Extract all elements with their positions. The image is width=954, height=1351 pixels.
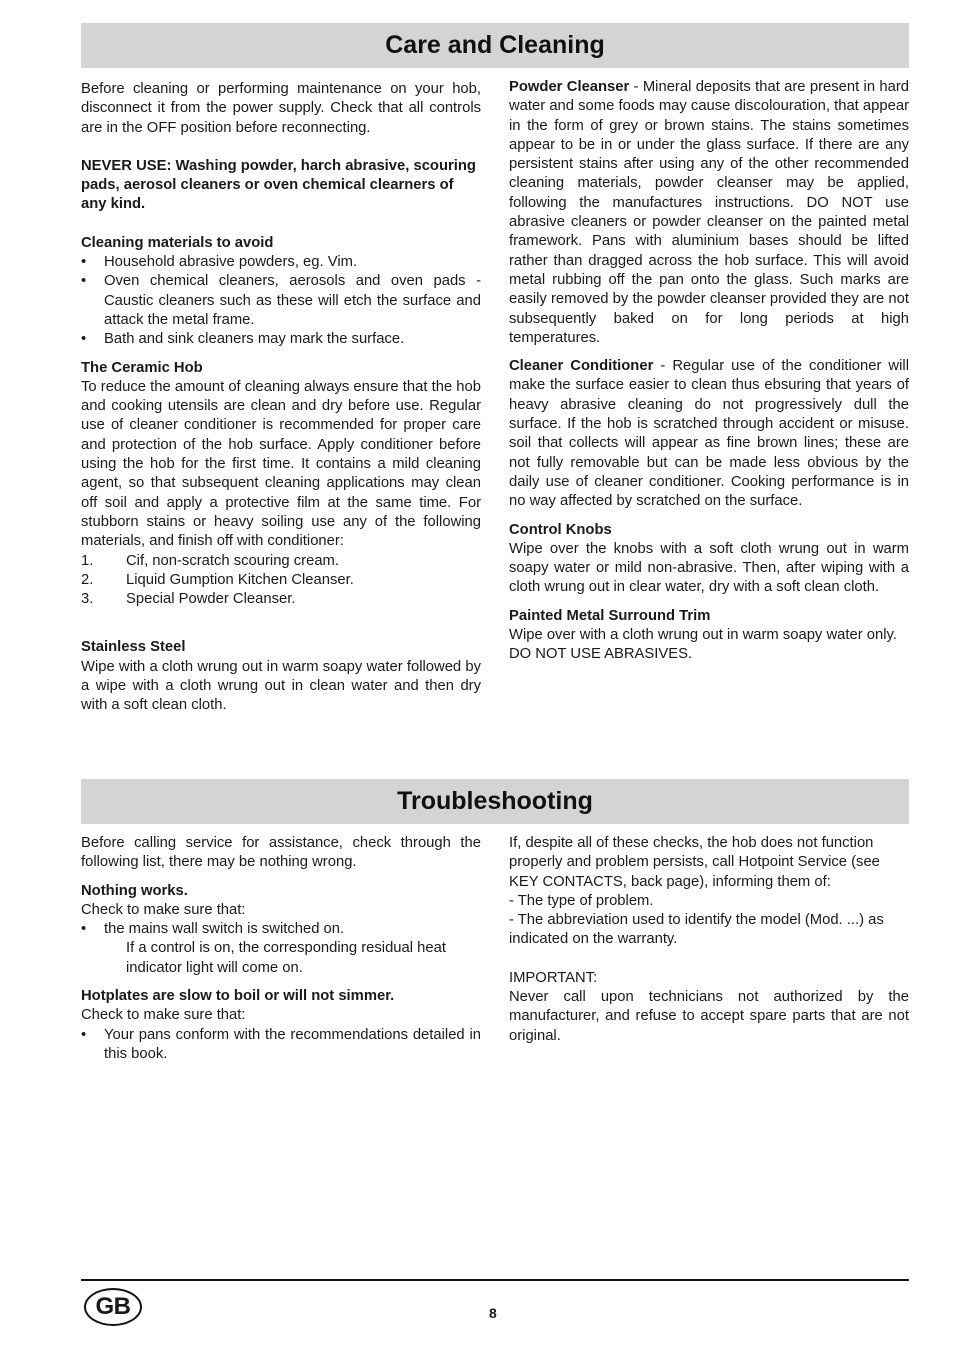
page-number: 8 (489, 1305, 497, 1321)
ceramic-list (81, 552, 481, 610)
powder-heading: Powder Cleanser (509, 79, 630, 95)
conditioner-paragraph (509, 357, 909, 511)
steel-text: Wipe with a cloth wrung out in warm soapy water followed by a wipe with a cloth wrung out in clean water and then dry with a soft clean cloth. (81, 658, 481, 714)
list-item: • the mains wall switch is switched on. (81, 920, 481, 939)
troubleshooting-title-text: Troubleshooting (397, 787, 593, 815)
powder-paragraph (509, 78, 909, 348)
list-text: Special Powder Cleanser. (126, 591, 296, 608)
knobs-text: Wipe over the knobs with a soft cloth wrung out in warm soapy water or mild non-abrasive. Then, after wiping with a cloth wrung out in clear water, dry with a soft clean cloth. (509, 540, 909, 596)
list-item (81, 552, 481, 571)
slow-boil-check: Check to make sure that: (81, 1007, 246, 1024)
slow-boil-list (81, 1026, 481, 1065)
list-item: • Household abrasive powders, eg. Vim. (81, 253, 481, 272)
slow-boil-heading: Hotplates are slow to boil or will not simmer. (81, 988, 395, 1005)
list-item: • Bath and sink cleaners may mark the surface. (81, 330, 481, 349)
list-item: • Oven chemical cleaners, aerosols and oven pads - Caustic cleaners such as these will etch the surface and attack the metal frame. (81, 272, 481, 330)
never-use-warning: NEVER USE: Washing powder, harch abrasive, scouring pads, aerosol cleaners or oven chemical clearners of any kind. (81, 157, 476, 213)
trouble-left-column (81, 834, 481, 1064)
footer-divider (81, 1279, 909, 1281)
important-text: Never call upon technicians not authorized by the manufacturer, and refuse to accept spare parts that are not original. (509, 989, 909, 1044)
care-intro: Before cleaning or performing maintenance on your hob, disconnect it from the power supply. Check that all controls are in the OFF position before reconnecting. (81, 81, 481, 136)
list-item: • Your pans conform with the recommendations detailed in this book. (81, 1026, 481, 1065)
nothing-works-note: If a control is on, the corresponding residual heat indicator light will come on. (126, 940, 446, 976)
powder-text: - Mineral deposits that are present in hard water and some foods may cause discolouration, that appear in the form of grey or brown stains. The stains sometimes appear to be in or under the glass surface. If there are any persistent stains after using any of the other recommended cleaning materials, powder cleanser may be applied, following the manufactures instructions. DO NOT use abrasive cleaners or powder cleanser on the painted metal framework. Pans with aluminium bases should be lifted rather than dragged across the hob surface. This will avoid metal rubbing off the pan onto the glass. Such marks are easily removed by the powder cleanser provided they are not subsequently baked on for long periods at high temperatures. (509, 79, 909, 346)
conditioner-heading: Cleaner Conditioner (509, 358, 654, 375)
persist-item: - The abbreviation used to identify the model (Mod. ...) as indicated on the warranty. (509, 912, 884, 948)
list-text: Liquid Gumption Kitchen Cleanser. (126, 571, 354, 588)
list-text: Cif, non-scratch scouring cream. (126, 552, 339, 569)
persist-text: If, despite all of these checks, the hob does not function properly and problem persists, call Hotpoint Service (see KEY CONTACTS, back page), informing them of: (509, 835, 880, 890)
avoid-heading: Cleaning materials to avoid (81, 234, 274, 251)
nothing-works-heading: Nothing works. (81, 882, 188, 899)
persist-item: - The type of problem. (509, 892, 654, 909)
country-badge (84, 1288, 142, 1326)
ceramic-text: To reduce the amount of cleaning always ensure that the hob and cooking utensils are clean and dry before use. Regular use of cleaner conditioner is recommended for proper care and protection of the hob surface. Apply conditioner before using the hob for the first time. It contains a mild cleaning agent, so that subsequent cleaning applications may clean off soil and apply a protective film at the same time. For stubborn stains or heavy soiling use any of the following materials, and finish off with conditioner: (81, 378, 481, 550)
troubleshooting-title (81, 779, 909, 824)
list-item (81, 590, 481, 609)
steel-heading: Stainless Steel (81, 639, 186, 656)
nothing-works-check: Check to make sure that: (81, 901, 246, 918)
nothing-works-list (81, 920, 481, 939)
important-label: IMPORTANT: (509, 969, 598, 986)
knobs-heading: Control Knobs (509, 521, 612, 538)
country-badge-text: GB (95, 1293, 131, 1320)
conditioner-text: - Regular use of the conditioner will make the surface easier to clean thus ebsuring that years of heavy abrasive cleaning do not progressively dull the surface. If the hob is scratched through accident or misuse. soil that collects will appear as fine brown lines; these are not fully removable but can be made less obvious by the daily use of cleaner conditioner. Cooking performance is in no way affected by scratched on the surface. (509, 358, 909, 510)
trim-heading: Painted Metal Surround Trim (509, 607, 711, 624)
ceramic-heading: The Ceramic Hob (81, 359, 203, 376)
care-left-column (81, 80, 481, 716)
trim-text: Wipe over with a cloth wrung out in warm soapy water only. DO NOT USE ABRASIVES. (509, 627, 897, 663)
list-number: 3. (81, 591, 94, 608)
care-cleaning-title (81, 23, 909, 68)
list-item (81, 571, 481, 590)
care-cleaning-title-text: Care and Cleaning (385, 31, 605, 59)
care-right-column (509, 78, 909, 665)
trouble-intro: Before calling service for assistance, check through the following list, there may be nothing wrong. (81, 835, 481, 871)
trouble-right-column (509, 834, 909, 1046)
list-number: 2. (81, 571, 94, 588)
list-number: 1. (81, 552, 94, 569)
avoid-list (81, 253, 481, 349)
